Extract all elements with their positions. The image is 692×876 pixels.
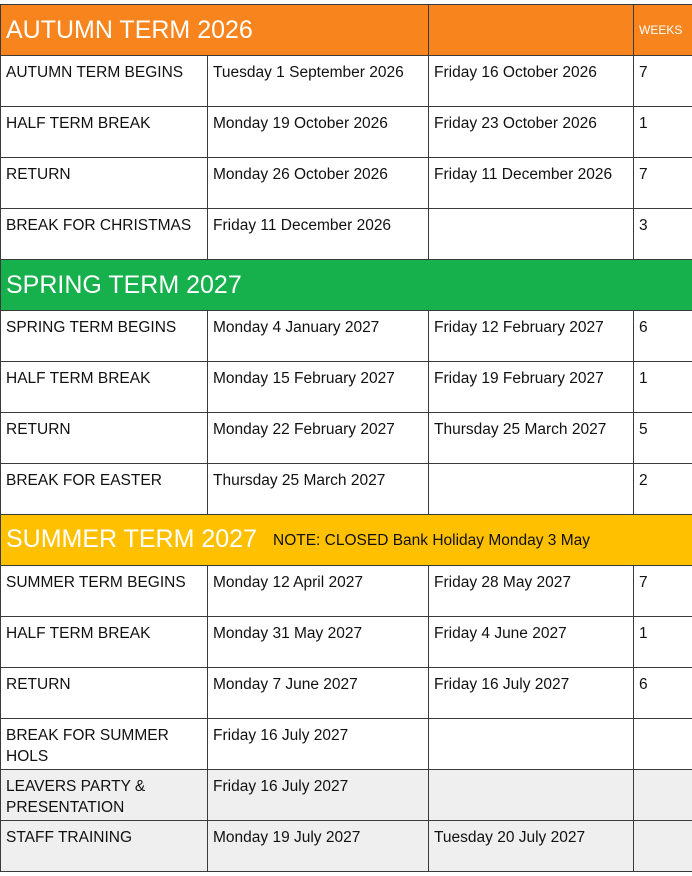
weeks-count: 7 [634, 566, 692, 617]
end-date: Friday 16 October 2026 [429, 56, 634, 107]
table-row [1, 362, 692, 413]
end-date: Friday 11 December 2026 [429, 158, 634, 209]
start-date: Monday 22 February 2027 [208, 413, 429, 464]
weeks-count: 5 [634, 413, 692, 464]
weeks-column-header: WEEKS [634, 5, 692, 56]
start-date: Friday 16 July 2027 [208, 770, 429, 821]
start-date: Monday 26 October 2026 [208, 158, 429, 209]
start-date: Monday 15 February 2027 [208, 362, 429, 413]
weeks-count: 1 [634, 362, 692, 413]
weeks-count [634, 770, 692, 821]
spring-term-title: SPRING TERM 2027 [1, 260, 692, 311]
start-date: Friday 16 July 2027 [208, 719, 429, 770]
event-label: BREAK FOR EASTER [1, 464, 208, 515]
spring-term-header [1, 260, 692, 311]
summer-term-header [1, 515, 692, 566]
end-date: Friday 23 October 2026 [429, 107, 634, 158]
bank-holiday-note: NOTE: CLOSED Bank Holiday Monday 3 May [273, 531, 591, 549]
event-label: RETURN [1, 668, 208, 719]
table-row [1, 719, 692, 770]
event-label: BREAK FOR SUMMER HOLS [1, 719, 208, 770]
end-date: Thursday 25 March 2027 [429, 413, 634, 464]
event-label: RETURN [1, 413, 208, 464]
event-label: LEAVERS PARTY & PRESENTATION [1, 770, 208, 821]
table-row [1, 311, 692, 362]
start-date: Monday 19 October 2026 [208, 107, 429, 158]
autumn-term-title: AUTUMN TERM 2026 [1, 5, 429, 56]
summer-term-title-cell [1, 515, 692, 566]
table-row [1, 566, 692, 617]
event-label: HALF TERM BREAK [1, 362, 208, 413]
weeks-count: 6 [634, 668, 692, 719]
end-date: Friday 4 June 2027 [429, 617, 634, 668]
start-date: Monday 19 July 2027 [208, 821, 429, 872]
table-row [1, 209, 692, 260]
event-label: RETURN [1, 158, 208, 209]
table-row [1, 668, 692, 719]
term-dates-table [0, 4, 692, 872]
table-row [1, 617, 692, 668]
autumn-header-blank [429, 5, 634, 56]
table-row [1, 413, 692, 464]
end-date: Tuesday 20 July 2027 [429, 821, 634, 872]
end-date [429, 209, 634, 260]
event-label: SPRING TERM BEGINS [1, 311, 208, 362]
weeks-count: 2 [634, 464, 692, 515]
weeks-count [634, 821, 692, 872]
table-row [1, 107, 692, 158]
start-date: Monday 12 April 2027 [208, 566, 429, 617]
start-date: Monday 31 May 2027 [208, 617, 429, 668]
event-label: SUMMER TERM BEGINS [1, 566, 208, 617]
start-date: Friday 11 December 2026 [208, 209, 429, 260]
end-date [429, 464, 634, 515]
end-date [429, 770, 634, 821]
table-row [1, 56, 692, 107]
start-date: Monday 7 June 2027 [208, 668, 429, 719]
start-date: Monday 4 January 2027 [208, 311, 429, 362]
table-row [1, 821, 692, 872]
table-row [1, 158, 692, 209]
event-label: HALF TERM BREAK [1, 617, 208, 668]
start-date: Tuesday 1 September 2026 [208, 56, 429, 107]
table-row [1, 464, 692, 515]
end-date: Friday 16 July 2027 [429, 668, 634, 719]
weeks-count: 1 [634, 107, 692, 158]
weeks-count: 7 [634, 158, 692, 209]
weeks-count: 7 [634, 56, 692, 107]
event-label: BREAK FOR CHRISTMAS [1, 209, 208, 260]
end-date [429, 719, 634, 770]
autumn-term-header [1, 5, 692, 56]
start-date: Thursday 25 March 2027 [208, 464, 429, 515]
end-date: Friday 19 February 2027 [429, 362, 634, 413]
weeks-count: 3 [634, 209, 692, 260]
table-row [1, 770, 692, 821]
summer-term-title: SUMMER TERM 2027 [6, 525, 257, 554]
event-label: HALF TERM BREAK [1, 107, 208, 158]
end-date: Friday 28 May 2027 [429, 566, 634, 617]
event-label: STAFF TRAINING [1, 821, 208, 872]
event-label: AUTUMN TERM BEGINS [1, 56, 208, 107]
weeks-count [634, 719, 692, 770]
weeks-count: 6 [634, 311, 692, 362]
end-date: Friday 12 February 2027 [429, 311, 634, 362]
weeks-count: 1 [634, 617, 692, 668]
